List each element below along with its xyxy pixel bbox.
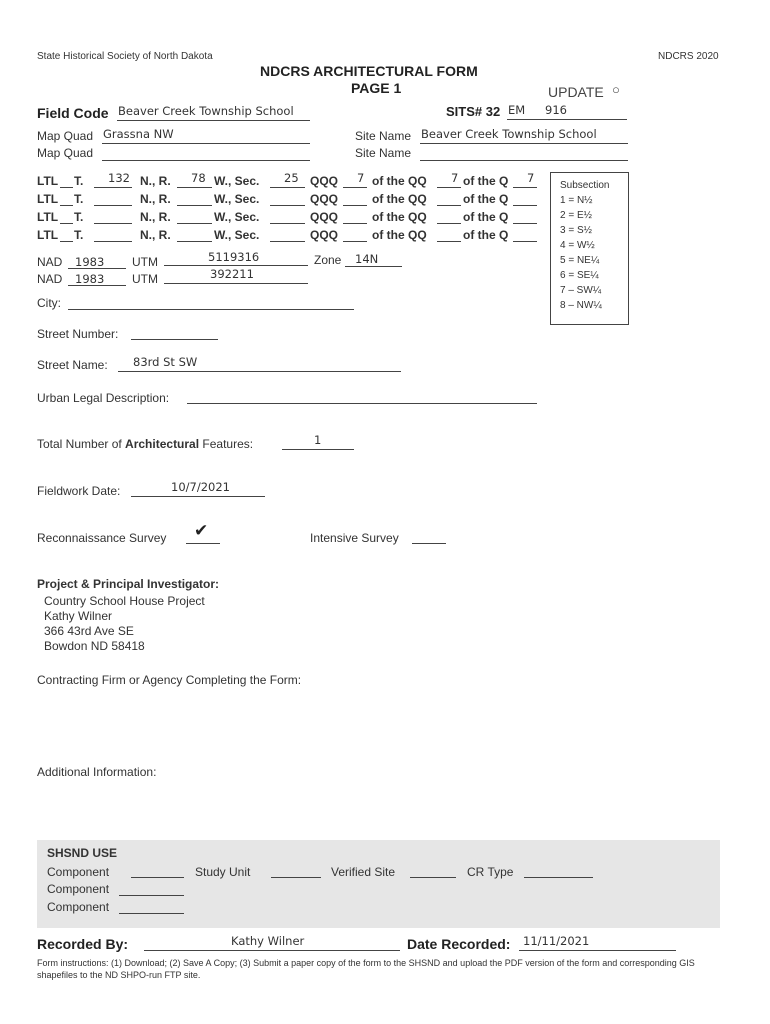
ltl-underline [343,241,367,242]
ltl-label: W., Sec. [214,192,260,206]
page-label: PAGE 1 [351,80,402,96]
recorded-by-label: Recorded By: [37,936,129,952]
date-recorded-value[interactable]: 11/11/2021 [523,934,590,948]
ltl-label: W., Sec. [214,228,260,242]
date-recorded-label: Date Recorded: [407,936,511,952]
subsection-box [550,172,629,325]
shsnd-use-box [37,840,720,928]
ltl-label: N., R. [140,210,171,224]
ltl-label: LTL [37,174,59,188]
urban-legal-label: Urban Legal Description: [37,391,170,405]
street-name-value[interactable]: 83rd St SW [133,355,198,369]
ltl-underline [94,223,132,224]
recon-survey-label: Reconnaissance Survey [37,531,167,545]
utm-label-2: UTM [132,272,158,286]
ltl-underline [513,241,537,242]
ltl-label: of the Q [463,174,509,188]
ltl-label: of the Q [463,192,509,206]
utm-label: UTM [132,255,158,269]
ltl-label: N., R. [140,192,171,206]
nad-year-2[interactable]: 1983 [75,272,105,286]
ltl-underline [94,241,132,242]
subsection-item: 7 – SW¼ [560,285,602,296]
ltl-underline [270,241,305,242]
ltl-underline [343,223,367,224]
ltl-underline [60,187,73,188]
ltl-underline [60,241,73,242]
ltl-underline [177,223,212,224]
project-line: Kathy Wilner [44,609,113,623]
ltl-value[interactable]: 132 [108,171,130,185]
ltl-underline [177,187,212,188]
ltl-underline [94,205,132,206]
total-features-value[interactable]: 1 [314,433,322,447]
ltl-label: QQQ [310,228,339,242]
street-number-label: Street Number: [37,327,119,341]
field-code-label: Field Code [37,105,109,121]
nad-year[interactable]: 1983 [75,255,105,269]
recorded-by-value[interactable]: Kathy Wilner [231,934,305,948]
ltl-underline [437,241,461,242]
ltl-label: LTL [37,228,59,242]
ltl-underline [177,241,212,242]
ltl-label: T. [74,174,84,188]
field-code-value[interactable]: Beaver Creek Township School [118,104,294,118]
ltl-underline [270,223,305,224]
ltl-underline [513,223,537,224]
fieldwork-date-value[interactable]: 10/7/2021 [171,480,230,494]
ltl-label: of the Q [463,210,509,224]
ltl-label: of the QQ [372,174,427,188]
sits-label: SITS# 32 [446,104,501,119]
form-title: NDCRS ARCHITECTURAL FORM [260,63,478,79]
recon-check-mark[interactable]: ✔ [194,521,209,540]
cr-type-label: CR Type [467,865,514,879]
site-name-label-2: Site Name [355,146,412,160]
fieldwork-date-label: Fieldwork Date: [37,484,121,498]
project-line: Bowdon ND 58418 [44,639,145,653]
ltl-label: T. [74,228,84,242]
site-name-label: Site Name [355,129,412,143]
ltl-value[interactable]: 7 [357,171,365,185]
ltl-value[interactable]: 25 [284,171,299,185]
project-line: 366 43rd Ave SE [44,624,134,638]
ltl-underline [437,205,461,206]
contracting-label: Contracting Firm or Agency Completing the Form: [37,673,302,687]
sits-suffix[interactable]: EM [508,103,526,117]
ltl-label: N., R. [140,228,171,242]
sits-number[interactable]: 916 [545,103,567,117]
site-name-value[interactable]: Beaver Creek Township School [421,127,597,141]
ltl-value[interactable]: 78 [191,171,206,185]
ltl-underline [60,205,73,206]
project-label: Project & Principal Investigator: [37,577,220,591]
ltl-underline [177,205,212,206]
org-name: State Historical Society of North Dakota [37,51,213,62]
ltl-value[interactable]: 7 [451,171,459,185]
subsection-item: 1 = N½ [560,195,593,206]
ltl-underline [60,223,73,224]
ltl-underline [513,187,537,188]
ltl-underline [343,205,367,206]
ltl-underline [343,187,367,188]
zone-value[interactable]: 14N [355,252,379,266]
ltl-label: W., Sec. [214,210,260,224]
component-label-2: Component [47,882,110,896]
ltl-label: LTL [37,192,59,206]
subsection-item: 4 = W½ [560,240,595,251]
study-unit-label: Study Unit [195,865,251,879]
project-line: Country School House Project [44,594,205,608]
map-quad-label: Map Quad [37,129,94,143]
ltl-label: QQQ [310,192,339,206]
ltl-underline [94,187,132,188]
ltl-label: of the QQ [372,228,427,242]
ltl-label: of the QQ [372,192,427,206]
utm-value[interactable]: 5119316 [208,250,260,264]
subsection-item: 3 = S½ [560,225,592,236]
ltl-label: N., R. [140,174,171,188]
ltl-underline [270,187,305,188]
street-name-label: Street Name: [37,358,108,372]
form-instructions: Form instructions: (1) Download; (2) Save A Copy; (3) Submit a paper copy of the form to the SHSND and upload the PDF version of the form and corresponding GIS shapefiles to the ND SHPO-run FTP site. [37,958,695,980]
map-quad-label-2: Map Quad [37,146,94,160]
subsection-title: Subsection [560,180,610,191]
ltl-underline [437,223,461,224]
subsection-item: 8 – NW¼ [560,300,602,311]
ltl-label: T. [74,210,84,224]
ltl-label: T. [74,192,84,206]
total-features-bold: Architectural [125,437,200,451]
component-label-3: Component [47,900,110,914]
update-checkbox[interactable]: ○ [612,82,620,97]
subsection-item: 6 = SE¼ [560,270,599,281]
total-features-pre: Total Number of [37,437,122,451]
update-label: UPDATE [548,84,604,100]
ltl-label: LTL [37,210,59,224]
ltl-value[interactable]: 7 [527,171,535,185]
total-features-label [37,437,253,451]
project-lines [44,594,205,654]
subsection-item: 2 = E½ [560,210,592,221]
shsnd-title: SHSND USE [47,846,118,860]
nad-label-2: NAD [37,272,63,286]
ltl-underline [513,205,537,206]
verified-site-label: Verified Site [331,865,396,879]
total-features-post: Features: [202,437,254,451]
form-code: NDCRS 2020 [658,51,719,62]
ltl-label: QQQ [310,174,339,188]
intensive-survey-label: Intensive Survey [310,531,399,545]
ltl-label: of the Q [463,228,509,242]
nad-label: NAD [37,255,63,269]
ltl-underline [437,187,461,188]
utm-value-2[interactable]: 392211 [210,267,254,281]
subsection-item: 5 = NE¼ [560,255,600,266]
ltl-underline [270,205,305,206]
ltl-label: QQQ [310,210,339,224]
component-label: Component [47,865,110,879]
zone-label: Zone [314,253,342,267]
map-quad-value[interactable]: Grassna NW [103,127,174,141]
additional-info-label: Additional Information: [37,765,157,779]
ltl-label: W., Sec. [214,174,260,188]
city-label: City: [37,296,61,310]
ltl-label: of the QQ [372,210,427,224]
